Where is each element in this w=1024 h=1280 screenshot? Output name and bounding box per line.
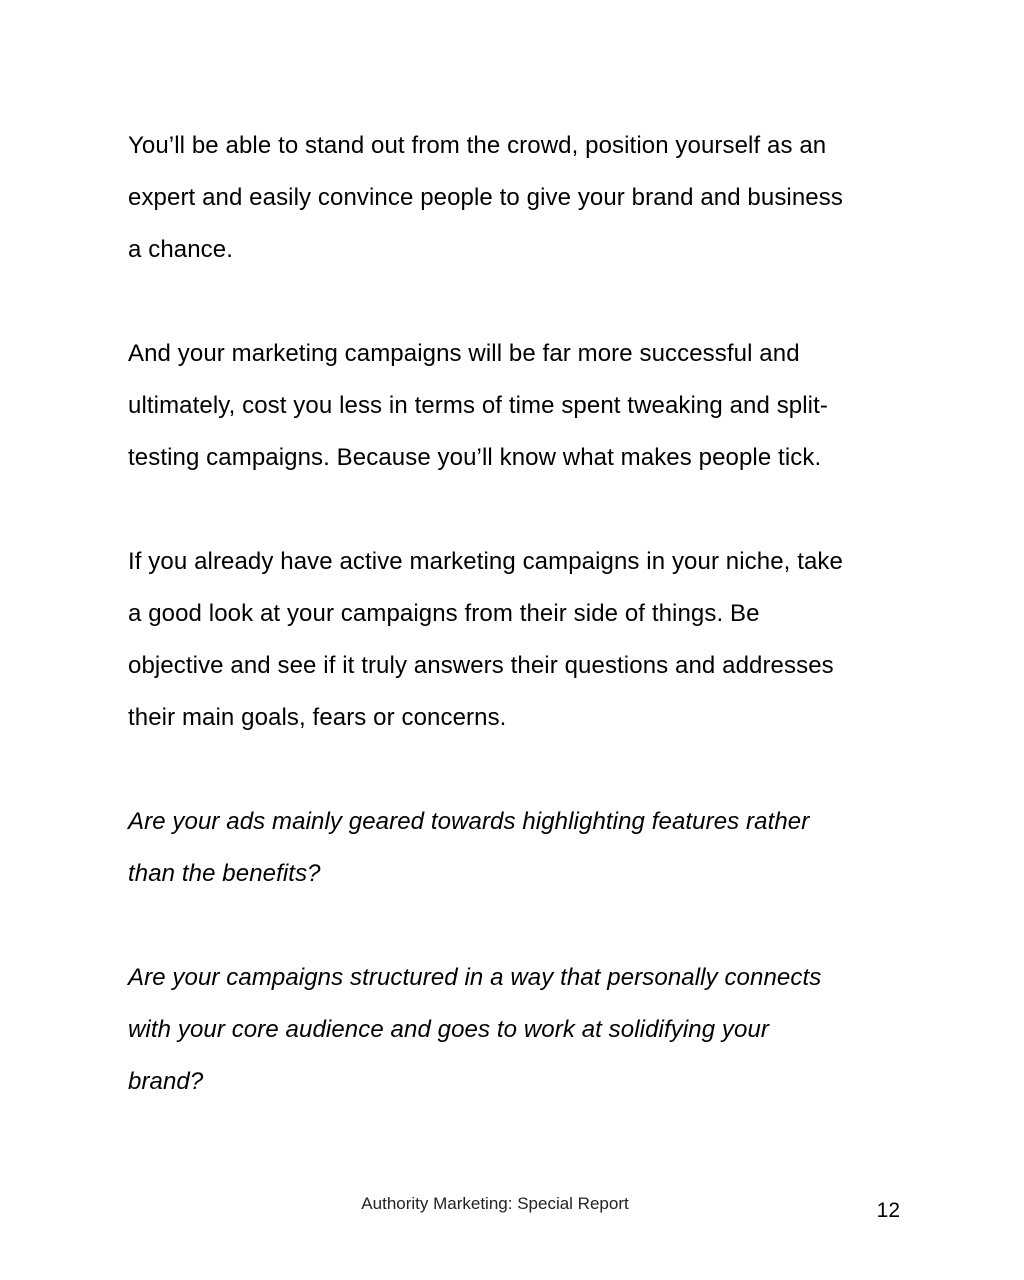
paragraph-line: their main goals, fears or concerns. bbox=[128, 704, 507, 731]
paragraph-line: brand? bbox=[128, 1068, 204, 1095]
paragraph-line: a chance. bbox=[128, 236, 233, 263]
paragraph-line: a good look at your campaigns from their side of things. Be bbox=[128, 600, 760, 627]
paragraph-line: Are your ads mainly geared towards highlighting features rather bbox=[128, 808, 810, 835]
paragraph-1 bbox=[128, 120, 908, 276]
paragraph-line: objective and see if it truly answers their questions and addresses bbox=[128, 652, 834, 679]
paragraph-line: with your core audience and goes to work at solidifying your bbox=[128, 1016, 770, 1043]
body-text bbox=[128, 120, 908, 1160]
footer-title: Authority Marketing: Special Report bbox=[361, 1194, 629, 1213]
paragraph-line: ultimately, cost you less in terms of time spent tweaking and split- bbox=[128, 392, 828, 419]
paragraph-2 bbox=[128, 328, 908, 484]
question-paragraph-1 bbox=[128, 796, 908, 900]
paragraph-line: And your marketing campaigns will be far more successful and bbox=[128, 340, 800, 367]
paragraph-line: If you already have active marketing campaigns in your niche, take bbox=[128, 548, 843, 575]
paragraph-line: expert and easily convince people to give your brand and business bbox=[128, 184, 843, 211]
page-number: 12 bbox=[876, 1199, 900, 1222]
question-paragraph-2 bbox=[128, 952, 908, 1108]
paragraph-line: than the benefits? bbox=[128, 860, 321, 887]
paragraph-line: You’ll be able to stand out from the crowd, position yourself as an bbox=[128, 132, 827, 159]
paragraph-line: Are your campaigns structured in a way that personally connects bbox=[128, 964, 822, 991]
paragraph-line: testing campaigns. Because you’ll know what makes people tick. bbox=[128, 444, 822, 471]
paragraph-3 bbox=[128, 536, 908, 744]
